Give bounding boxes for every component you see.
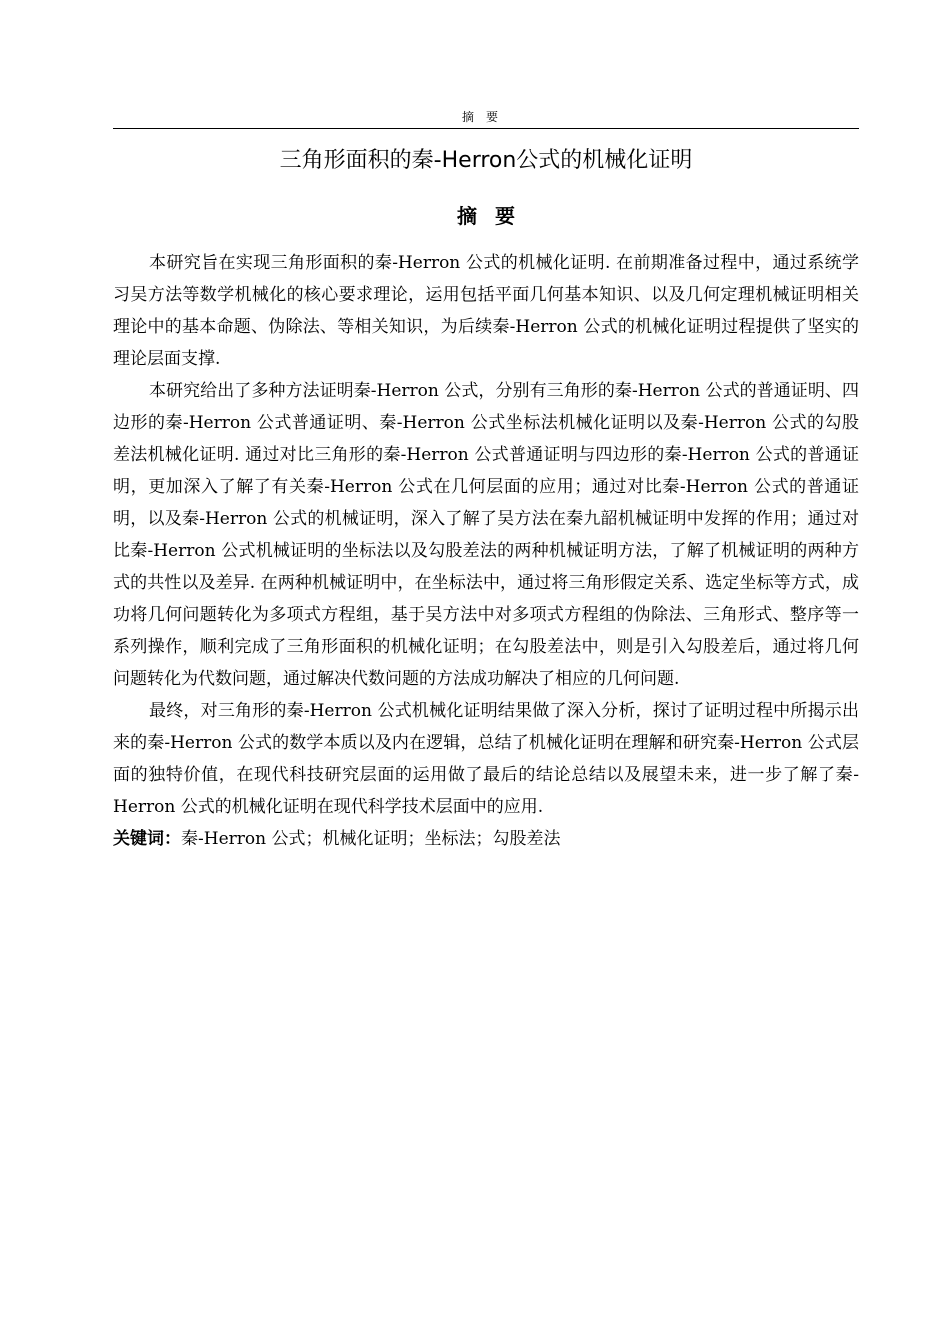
page-title: 三角形面积的秦-Herron公式的机械化证明 [279, 148, 693, 173]
abstract-body [113, 247, 859, 855]
abstract-paragraph-3: 最终，对三角形的秦-Herron 公式机械化证明结果做了深入分析，探讨了证明过程中所揭示出来的秦-Herron 公式的数学本质以及内在逻辑，总结了机械化证明在理解和研究秦-Herron 公式层面的独特价值，在现代科技研究层面的运用做了最后的结论总结以及展望未来，进一步了解了秦-Herron 公式的机械化证明在现代科学技术层面中的应用. [113, 701, 859, 817]
keywords-value: 秦-Herron 公式；机械化证明；坐标法；勾股差法 [181, 829, 561, 849]
abstract-paragraph-1: 本研究旨在实现三角形面积的秦-Herron 公式的机械化证明. 在前期准备过程中，通过系统学习吴方法等数学机械化的核心要求理论，运用包括平面几何基本知识、以及几何定理机械证明相关理论中的基本命题、伪除法、等相关知识，为后续秦-Herron 公式的机械化证明过程提供了坚实的理论层面支撑. [113, 253, 859, 369]
running-header: 摘要 [461, 110, 510, 124]
keywords-label: 关键词： [113, 829, 181, 849]
header-rule [113, 128, 859, 129]
abstract-paragraph-2: 本研究给出了多种方法证明秦-Herron 公式，分别有三角形的秦-Herron 公式的普通证明、四边形的秦-Herron 公式普通证明、秦-Herron 公式坐标法机械化证明以及秦-Herron 公式的勾股差法机械化证明. 通过对比三角形的秦-Herron 公式普通证明与四边形的秦-Herron 公式的普通证明，更加深入了解了有关秦-Herron 公式在几何层面的应用；通过对比秦-Herron 公式的普通证明，以及秦-Herron 公式的机械证明，深入了解了吴方法在秦九韶机械证明中发挥的作用；通过对比秦-Herron 公式机械证明的坐标法以及勾股差法的两种机械证明方法，了解了机械证明的两种方式的共性以及差异. 在两种机械证明中，在坐标法中，通过将三角形假定关系、选定坐标等方式，成功将几何问题转化为多项式方程组，基于吴方法中对多项式方程组的伪除法、三角形式、整序等一系列操作，顺利完成了三角形面积的机械化证明；在勾股差法中，则是引入勾股差后，通过将几何问题转化为代数问题，通过解决代数问题的方法成功解决了相应的几何问题. [113, 381, 859, 689]
keywords-line [113, 823, 859, 855]
abstract-heading: 摘要 [457, 204, 533, 228]
